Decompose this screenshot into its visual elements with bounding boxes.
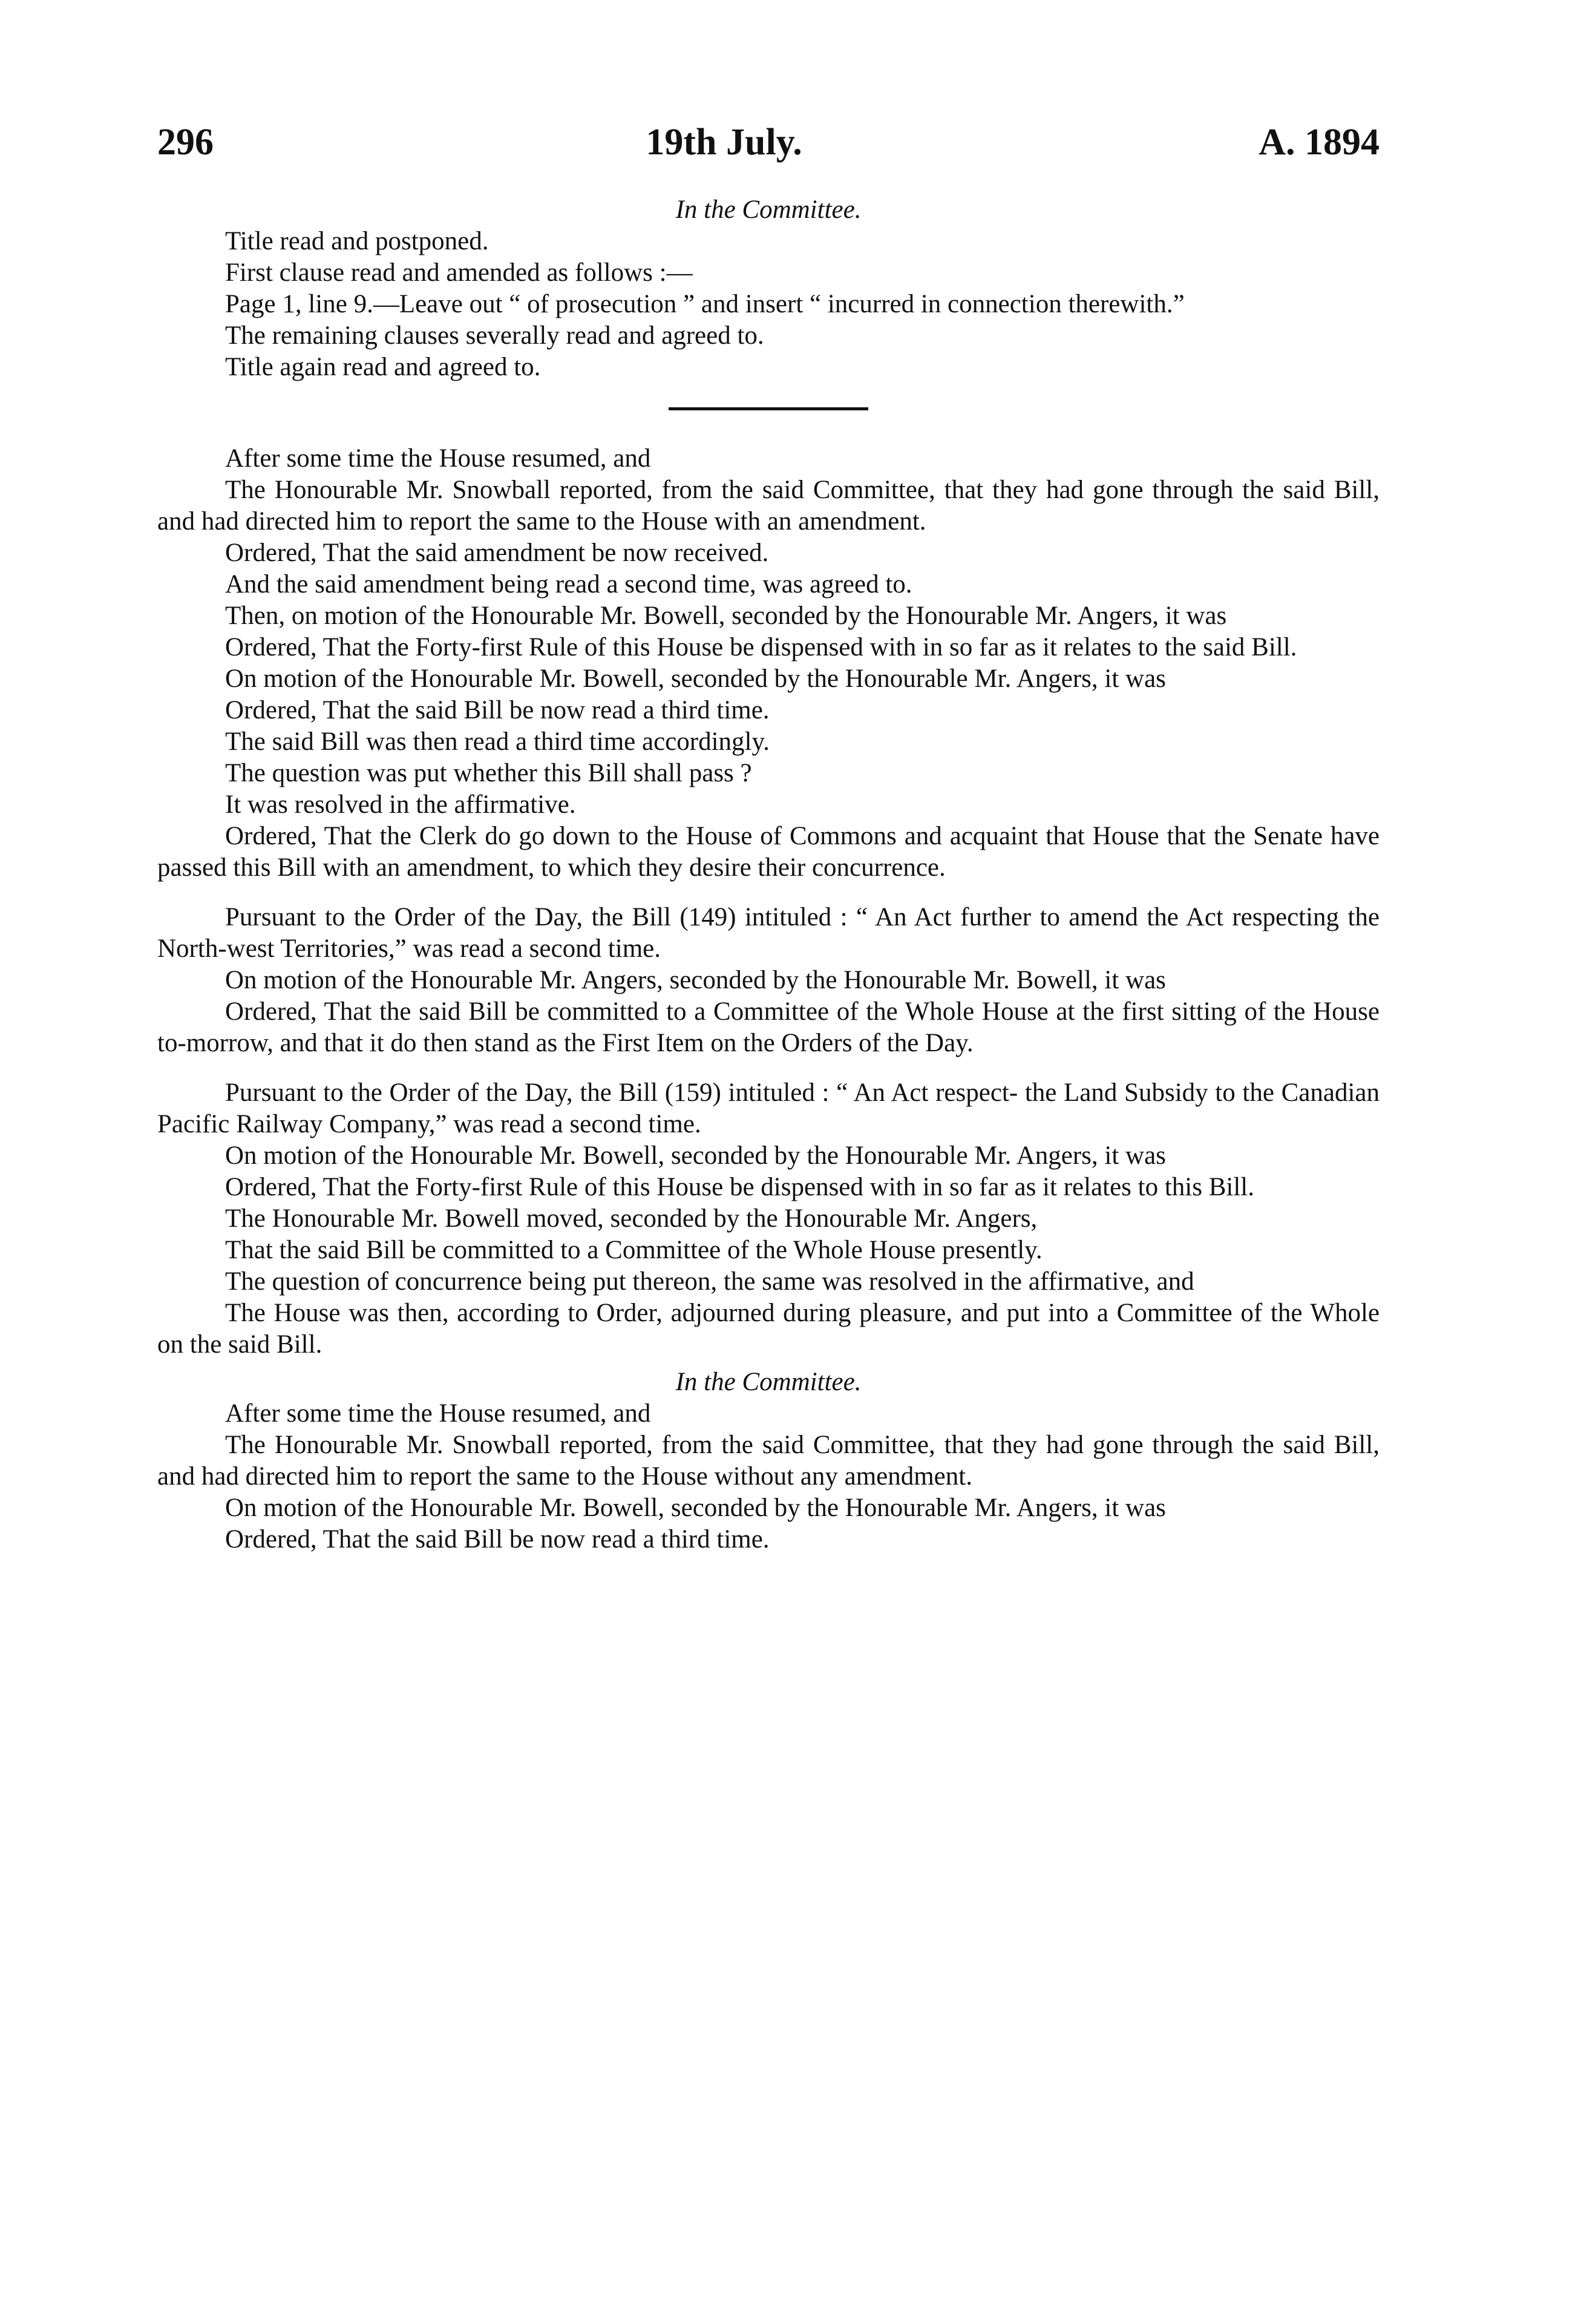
paragraph: Title again read and agreed to. (225, 353, 541, 381)
paragraph: On motion of the Honourable Mr. Bowell, seconded by the Honourable Mr. Angers, it was (225, 665, 1166, 693)
paragraph: Pursuant to the Order of the Day, the Bill (149) intituled : “ An Act further to amend the Act respecting the North-west Territories,” was read a second time. (157, 903, 1380, 963)
paragraph: Ordered, That the Clerk do go down to the House of Commons and acquaint that House that the Senate have passed this Bill with an amendment, to which they desire their concurrence. (157, 822, 1380, 882)
paragraph: Ordered, That the said amendment be now received. (225, 539, 769, 567)
paragraph: Then, on motion of the Honourable Mr. Bowell, seconded by the Honourable Mr. Angers, it was (225, 602, 1227, 630)
section-divider (669, 407, 868, 410)
paragraph: The said Bill was then read a third time accordingly. (225, 727, 770, 756)
paragraph: That the said Bill be committed to a Committee of the Whole House presently. (225, 1236, 1043, 1264)
paragraph: On motion of the Honourable Mr. Angers, seconded by the Honourable Mr. Bowell, it was (225, 966, 1166, 994)
section-heading-committee-1: In the Committee. (675, 195, 862, 224)
paragraph: First clause read and amended as follows :— (225, 258, 693, 287)
paragraph-gap (157, 1059, 1380, 1077)
page-date: 19th July. (646, 122, 802, 163)
page-header (157, 121, 1380, 164)
paragraph: It was resolved in the affirmative. (225, 790, 576, 819)
journal-body (157, 194, 1380, 1555)
paragraph: Page 1, line 9.—Leave out “ of prosecution ” and insert “ incurred in connection therewith.” (225, 290, 1185, 318)
paragraph: On motion of the Honourable Mr. Bowell, seconded by the Honourable Mr. Angers, it was (225, 1494, 1166, 1522)
page-number: 296 (157, 122, 214, 163)
paragraph: Ordered, That the said Bill be committed to a Committee of the Whole House at the first sitting of the House to-morrow, and that it do then stand as the First Item on the Orders of the Day. (157, 997, 1380, 1057)
paragraph: Ordered, That the said Bill be now read a third time. (225, 696, 770, 724)
paragraph: The question of concurrence being put thereon, the same was resolved in the affirmative, and (225, 1267, 1194, 1296)
paragraph: After some time the House resumed, and (225, 444, 651, 473)
paragraph: The Honourable Mr. Snowball reported, from the said Committee, that they had gone through the said Bill, and had directed him to report the same to the House with an amendment. (157, 476, 1380, 536)
paragraph-gap (157, 884, 1380, 902)
paragraph: Ordered, That the Forty-first Rule of this House be dispensed with in so far as it relates to this Bill. (225, 1173, 1254, 1201)
paragraph: Title read and postponed. (225, 227, 489, 255)
paragraph: The Honourable Mr. Bowell moved, seconded by the Honourable Mr. Angers, (225, 1204, 1038, 1233)
paragraph: On motion of the Honourable Mr. Bowell, seconded by the Honourable Mr. Angers, it was (225, 1141, 1166, 1170)
section-heading-committee-2: In the Committee. (675, 1368, 862, 1396)
paragraph: After some time the House resumed, and (225, 1399, 651, 1428)
paragraph: The Honourable Mr. Snowball reported, from the said Committee, that they had gone through the said Bill, and had directed him to report the same to the House without any amendment. (157, 1431, 1380, 1491)
journal-page (157, 121, 1380, 1555)
paragraph: Pursuant to the Order of the Day, the Bill (159) intituled : “ An Act respect- the Land Subsidy to the Canadian Pacific Railway Company,” was read a second time. (157, 1078, 1380, 1138)
paragraph: The remaining clauses severally read and agreed to. (225, 321, 764, 350)
page-year: A. 1894 (1259, 122, 1380, 163)
paragraph: And the said amendment being read a second time, was agreed to. (225, 570, 912, 599)
paragraph: Ordered, That the Forty-first Rule of this House be dispensed with in so far as it relates to the said Bill. (225, 633, 1297, 661)
paragraph: The question was put whether this Bill shall pass ? (225, 759, 752, 787)
paragraph: Ordered, That the said Bill be now read a third time. (225, 1525, 770, 1554)
paragraph: The House was then, according to Order, adjourned during pleasure, and put into a Committee of the Whole on the said Bill. (157, 1299, 1380, 1359)
